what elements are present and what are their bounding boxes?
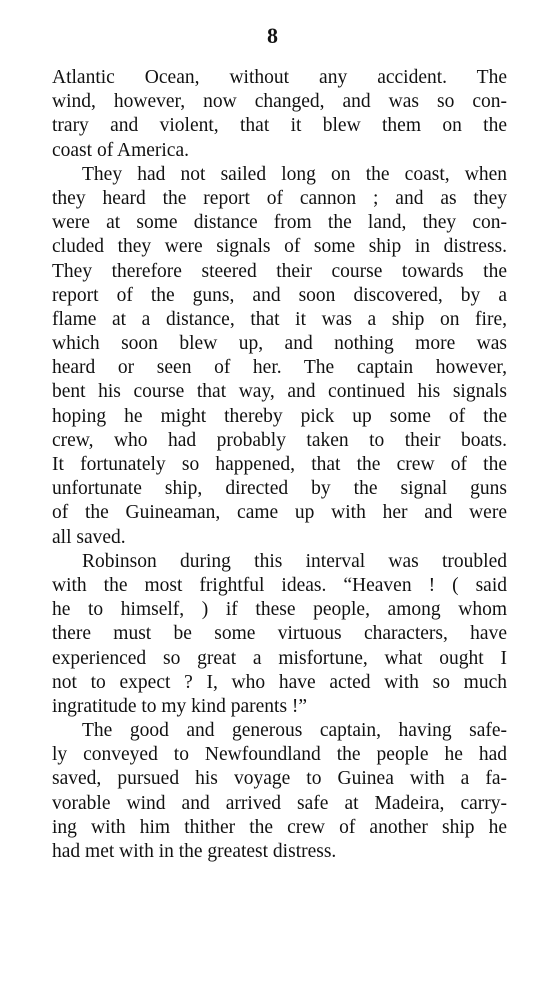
text-line: They therefore steered their course towards the bbox=[52, 260, 507, 282]
page-number: 8 bbox=[267, 23, 278, 48]
text-line: ing with him thither the crew of another ship he bbox=[52, 816, 507, 838]
text-line: unfortunate ship, directed by the signal guns bbox=[52, 478, 507, 500]
text-line: which soon blew up, and nothing more was bbox=[52, 333, 507, 355]
text-line: wind, however, now changed, and was so con- bbox=[52, 91, 507, 113]
text-line: bent his course that way, and continued his signals bbox=[52, 381, 507, 403]
text-line: had met with in the greatest distress. bbox=[52, 841, 337, 862]
text-line: they heard the report of cannon ; and as they bbox=[52, 187, 507, 209]
text-line: Atlantic Ocean, without any accident. The bbox=[52, 67, 507, 88]
text-line: with the most frightful ideas. “Heaven ! ( said bbox=[52, 574, 507, 596]
text-line: saved, pursued his voyage to Guinea with a fa- bbox=[52, 768, 507, 790]
paragraph-4 bbox=[52, 719, 507, 864]
text-line: he to himself, ) if these people, among whom bbox=[52, 599, 507, 621]
text-line: there must be some virtuous characters, have bbox=[52, 623, 507, 645]
text-line: were at some distance from the land, they con- bbox=[52, 212, 507, 234]
text-line: ingratitude to my kind parents !” bbox=[52, 695, 308, 717]
paragraph-3 bbox=[52, 550, 507, 719]
text-line: The good and generous captain, having safe- bbox=[82, 720, 507, 742]
text-line: of the Guineaman, came up with her and were bbox=[52, 502, 507, 524]
text-line: coast of America. bbox=[52, 139, 189, 161]
text-line: all saved. bbox=[52, 526, 126, 548]
text-line: flame at a distance, that it was a ship on fire, bbox=[52, 308, 507, 330]
paragraph-1 bbox=[52, 66, 507, 163]
text-line: Robinson during this interval was troubled bbox=[82, 550, 507, 572]
text-line: heard or seen of her. The captain however, bbox=[52, 357, 507, 379]
text-line: They had not sailed long on the coast, when bbox=[82, 163, 507, 185]
text-line: trary and violent, that it blew them on the bbox=[52, 115, 507, 137]
body-text bbox=[52, 66, 507, 864]
text-line: experienced so great a misfortune, what ought I bbox=[52, 647, 507, 669]
text-line: cluded they were signals of some ship in distress. bbox=[52, 236, 507, 258]
text-line: vorable wind and arrived safe at Madeira, carry- bbox=[52, 792, 507, 814]
text-line: hoping he might thereby pick up some of the bbox=[52, 405, 507, 427]
text-line: It fortunately so happened, that the crew of the bbox=[52, 454, 507, 475]
text-line: not to expect ? I, who have acted with so much bbox=[52, 671, 507, 693]
text-line: crew, who had probably taken to their boats. bbox=[52, 429, 507, 451]
paragraph-2 bbox=[52, 163, 507, 550]
text-line: ly conveyed to Newfoundland the people he had bbox=[52, 744, 507, 766]
text-line: report of the guns, and soon discovered, by a bbox=[52, 284, 507, 306]
